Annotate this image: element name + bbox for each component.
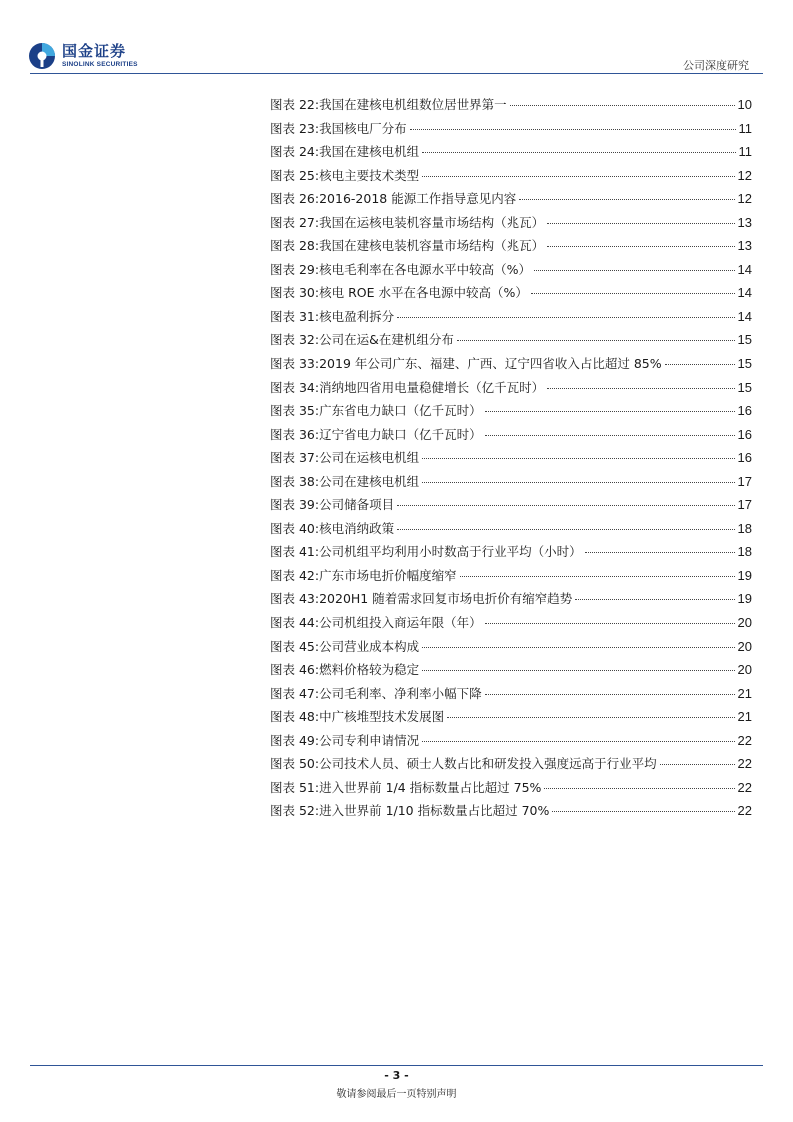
toc-page-number: 17 [737,473,752,489]
toc-entry[interactable] [270,213,752,237]
toc-page-number: 22 [737,803,752,819]
toc-page-number: 21 [737,709,752,725]
toc-figure-title: 燃料价格较为稳定 [319,662,420,678]
toc-entry[interactable] [270,425,752,449]
toc-figure-label: 图表 25: [270,167,320,183]
footer-divider [30,1065,763,1066]
toc-figure-title: 中广核堆型技术发展图 [319,709,445,725]
toc-page-number: 16 [737,450,752,466]
toc-figure-title: 公司在运核电机组 [319,450,420,466]
toc-dot-leader [422,670,734,671]
toc-figure-label: 图表 43: [270,591,320,607]
toc-entry[interactable] [270,448,752,472]
toc-figure-title: 核电消纳政策 [319,520,395,536]
toc-figure-label: 图表 39: [270,497,320,513]
toc-dot-leader [397,317,734,318]
toc-figure-title: 公司机组投入商运年限（年） [319,615,482,631]
toc-figure-title: 2020H1 随着需求回复市场电折价有缩窄趋势 [319,591,573,607]
toc-entry[interactable] [270,378,752,402]
toc-dot-leader [575,599,734,600]
toc-figure-label: 图表 41: [270,544,320,560]
page-header [0,0,793,80]
toc-dot-leader [665,364,735,365]
logo-chinese-name: 国金证券 [62,41,127,60]
toc-figure-title: 公司机组平均利用小时数高于行业平均（小时） [319,544,582,560]
toc-figure-title: 我国在运核电装机容量市场结构（兆瓦） [319,214,545,230]
toc-page-number: 22 [737,756,752,772]
toc-dot-leader [422,152,735,153]
toc-figure-title: 我国核电厂分布 [319,120,407,136]
toc-entry[interactable] [270,613,752,637]
toc-figure-title: 公司营业成本构成 [319,638,420,654]
header-divider [30,73,763,74]
toc-entry[interactable] [270,660,752,684]
toc-entry[interactable] [270,401,752,425]
toc-dot-leader [552,811,734,812]
toc-page-number: 13 [737,214,752,230]
toc-page-number: 14 [737,308,752,324]
toc-page-number: 22 [737,779,752,795]
toc-entry[interactable] [270,307,752,331]
page-number: - 3 - [384,1069,409,1082]
toc-figure-label: 图表 27: [270,214,320,230]
toc-figure-label: 图表 38: [270,473,320,489]
toc-dot-leader [510,105,735,106]
toc-entry[interactable] [270,495,752,519]
toc-entry[interactable] [270,166,752,190]
toc-page-number: 20 [737,615,752,631]
toc-figure-label: 图表 50: [270,756,320,772]
toc-entry[interactable] [270,684,752,708]
toc-dot-leader [422,482,734,483]
toc-figure-title: 消纳地四省用电量稳健增长（亿千瓦时） [319,379,545,395]
toc-dot-leader [534,270,735,271]
toc-page-number: 12 [737,167,752,183]
logo-icon [28,42,56,70]
toc-figure-title: 广东省电力缺口（亿千瓦时） [319,403,482,419]
toc-figure-title: 辽宁省电力缺口（亿千瓦时） [319,426,482,442]
toc-page-number: 21 [737,685,752,701]
toc-page-number: 11 [738,120,752,136]
toc-figure-title: 公司毛利率、净利率小幅下降 [319,685,482,701]
disclaimer-note: 敬请参阅最后一页特别声明 [336,1089,457,1100]
toc-page-number: 22 [737,732,752,748]
toc-dot-leader [397,529,734,530]
toc-figure-label: 图表 29: [270,261,320,277]
toc-entry[interactable] [270,283,752,307]
toc-page-number: 15 [737,379,752,395]
toc-page-number: 19 [737,591,752,607]
toc-entry[interactable] [270,707,752,731]
toc-dot-leader [547,246,734,247]
toc-figure-title: 广东市场电折价幅度缩窄 [319,567,457,583]
toc-page-number: 14 [737,285,752,301]
toc-figure-title: 公司储备项目 [319,497,395,513]
toc-figure-label: 图表 31: [270,308,320,324]
toc-dot-leader [547,223,734,224]
toc-dot-leader [485,435,735,436]
toc-entry[interactable] [270,354,752,378]
toc-figure-label: 图表 34: [270,379,320,395]
figure-list [270,95,752,825]
toc-dot-leader [485,694,735,695]
toc-figure-label: 图表 30: [270,285,320,301]
toc-entry[interactable] [270,731,752,755]
toc-figure-title: 我国在建核电机组 [319,144,420,160]
toc-figure-label: 图表 46: [270,662,320,678]
toc-entry[interactable] [270,142,752,166]
toc-dot-leader [397,505,734,506]
toc-figure-label: 图表 36: [270,426,320,442]
toc-dot-leader [422,741,734,742]
toc-page-number: 11 [738,144,752,160]
toc-figure-title: 公司技术人员、硕士人数占比和研发投入强度远高于行业平均 [319,756,657,772]
toc-figure-title: 我国在建核电机组数位居世界第一 [319,97,507,112]
toc-figure-label: 图表 48: [270,709,320,725]
toc-page-number: 19 [737,567,752,583]
toc-page-number: 15 [737,356,752,372]
toc-dot-leader [410,129,736,130]
toc-figure-label: 图表 28: [270,238,320,254]
toc-figure-label: 图表 40: [270,520,320,536]
toc-figure-title: 核电 ROE 水平在各电源中较高（%） [319,285,528,301]
toc-figure-label: 图表 37: [270,450,320,466]
toc-entry[interactable] [270,754,752,778]
toc-page-number: 16 [737,403,752,419]
logo-text [62,41,138,69]
toc-figure-label: 图表 44: [270,615,320,631]
toc-figure-label: 图表 42: [270,567,320,583]
toc-figure-title: 2016-2018 能源工作指导意见内容 [319,191,517,207]
toc-entry[interactable] [270,589,752,613]
toc-entry[interactable] [270,189,752,213]
toc-page-number: 20 [737,638,752,654]
toc-page-number: 14 [737,261,752,277]
toc-figure-title: 公司专利申请情况 [319,732,420,748]
toc-entry[interactable] [270,95,752,119]
toc-figure-title: 进入世界前 1/10 指标数量占比超过 70% [319,803,550,819]
toc-page-number: 18 [737,520,752,536]
toc-figure-label: 图表 33: [270,356,320,372]
toc-entry[interactable] [270,472,752,496]
toc-dot-leader [660,764,735,765]
toc-dot-leader [447,717,734,718]
toc-figure-title: 公司在建核电机组 [319,473,420,489]
toc-entry[interactable] [270,801,752,825]
toc-figure-label: 图表 24: [270,144,320,160]
toc-entry[interactable] [270,542,752,566]
toc-dot-leader [531,293,735,294]
toc-figure-title: 进入世界前 1/4 指标数量占比超过 75% [319,779,542,795]
toc-figure-label: 图表 49: [270,732,320,748]
toc-page-number: 15 [737,332,752,348]
toc-page-number: 12 [737,191,752,207]
toc-dot-leader [422,458,734,459]
toc-page-number: 10 [737,97,752,112]
toc-figure-label: 图表 32: [270,332,320,348]
toc-dot-leader [460,576,735,577]
toc-dot-leader [544,788,734,789]
toc-entry[interactable] [270,236,752,260]
toc-entry[interactable] [270,519,752,543]
toc-dot-leader [585,552,735,553]
toc-figure-label: 图表 22: [270,97,320,112]
toc-figure-label: 图表 23: [270,120,320,136]
toc-page-number: 17 [737,497,752,513]
logo-english-name: SINOLINK SECURITIES [62,60,138,68]
toc-page-number: 13 [737,238,752,254]
company-logo [28,42,138,70]
toc-entry[interactable] [270,260,752,284]
toc-entry[interactable] [270,637,752,661]
toc-figure-title: 我国在建核电装机容量市场结构（兆瓦） [319,238,545,254]
toc-entry[interactable] [270,778,752,802]
toc-dot-leader [547,388,734,389]
toc-figure-title: 公司在运&在建机组分布 [319,332,454,348]
toc-figure-label: 图表 52: [270,803,320,819]
toc-figure-title: 核电毛利率在各电源水平中较高（%） [319,261,531,277]
toc-figure-label: 图表 35: [270,403,320,419]
toc-entry[interactable] [270,566,752,590]
toc-dot-leader [422,176,734,177]
toc-figure-title: 2019 年公司广东、福建、广西、辽宁四省收入占比超过 85% [319,356,662,372]
toc-figure-label: 图表 51: [270,779,320,795]
toc-dot-leader [485,623,735,624]
toc-page-number: 16 [737,426,752,442]
toc-dot-leader [457,340,735,341]
document-type: 公司深度研究 [683,59,749,72]
toc-figure-label: 图表 45: [270,638,320,654]
toc-figure-title: 核电盈利拆分 [319,308,395,324]
toc-page-number: 18 [737,544,752,560]
toc-entry[interactable] [270,330,752,354]
toc-dot-leader [519,199,734,200]
toc-entry[interactable] [270,119,752,143]
toc-dot-leader [485,411,735,412]
toc-page-number: 20 [737,662,752,678]
toc-figure-label: 图表 26: [270,191,320,207]
toc-figure-label: 图表 47: [270,685,320,701]
toc-figure-title: 核电主要技术类型 [319,167,420,183]
toc-dot-leader [422,647,734,648]
